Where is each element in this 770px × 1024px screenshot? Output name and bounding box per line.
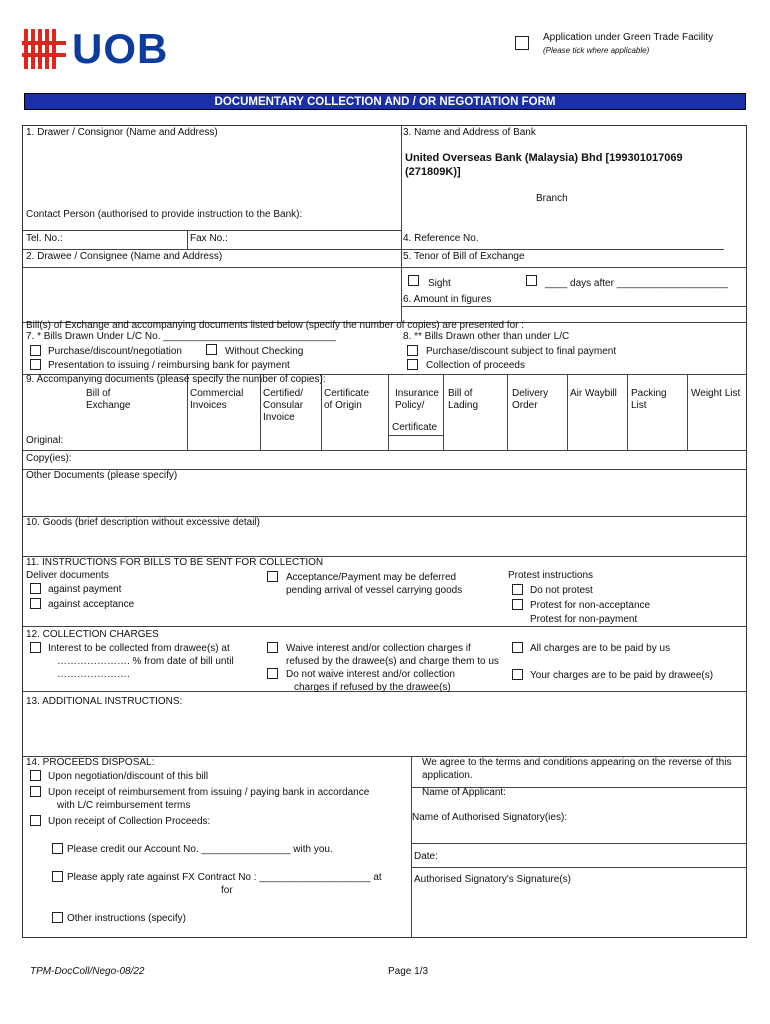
other-docs-label: Other Documents (please specify) [26, 470, 178, 481]
days-after-checkbox[interactable] [526, 275, 537, 286]
presentation-checkbox[interactable] [30, 359, 41, 370]
interest-checkbox[interactable] [30, 642, 41, 653]
copies-label: Copy(ies): [26, 453, 72, 464]
logo-text: UOB [72, 25, 169, 72]
collection-proceeds-checkbox[interactable] [407, 359, 418, 370]
uob-logo-mark [24, 29, 64, 69]
contact-person-label: Contact Person (authorised to provide instruction to the Bank): [26, 209, 303, 220]
all-charges-us-checkbox[interactable] [512, 642, 523, 653]
interest-line1: Interest to be collected from drawee(s) at [48, 643, 230, 654]
no-protest-label: Do not protest [530, 585, 593, 596]
against-payment-label: against payment [48, 584, 122, 595]
bank-name-line2: (271809K)] [405, 166, 461, 178]
drawer-label: 1. Drawer / Consignor (Name and Address) [26, 127, 218, 138]
fax-label: Fax No.: [190, 233, 228, 244]
days-after-label: ____ days after ____________________ [545, 278, 728, 289]
waive-line1: Waive interest and/or collection charges if [286, 643, 471, 654]
collection-proceeds-label: Collection of proceeds [426, 360, 525, 371]
other-lc-label: 8. ** Bills Drawn other than under L/C [403, 331, 570, 342]
form-title: DOCUMENTARY COLLECTION AND / OR NEGOTIATION FORM [24, 93, 746, 110]
signature-label: Authorised Signatory's Signature(s) [414, 874, 571, 885]
no-waive-checkbox[interactable] [267, 668, 278, 679]
doc-col-air-waybill: Air Waybill [570, 388, 617, 399]
purchase-final-label: Purchase/discount subject to final payment [426, 346, 617, 357]
collection-checkbox[interactable] [30, 815, 41, 826]
amount-label: 6. Amount in figures [403, 294, 492, 305]
agree-line2: application. [422, 770, 473, 781]
green-trade-label: Application under Green Trade Facility [543, 32, 714, 43]
doc-col-insurance-certificate: Certificate [392, 422, 438, 433]
doc-col-weight-list: Weight List [691, 388, 741, 399]
doc-col-certificate-origin: Certificate of Origin [324, 388, 370, 411]
reimbursement-line1: Upon receipt of reimbursement from issuing / paying bank in accordance [48, 787, 370, 798]
without-checking-label: Without Checking [225, 346, 304, 357]
uob-logo [24, 25, 169, 72]
no-waive-line1: Do not waive interest and/or collection [286, 669, 455, 680]
deliver-documents-label: Deliver documents [26, 570, 109, 581]
credit-account-checkbox[interactable] [52, 843, 63, 854]
credit-account-label: Please credit our Account No. ________________ with you. [67, 844, 333, 855]
tenor-label: 5. Tenor of Bill of Exchange [403, 251, 525, 262]
interest-line2: …………………. % from date of bill until [57, 656, 234, 667]
green-trade-note: (Please tick where applicable) [543, 46, 650, 55]
doc-col-insurance-policy: Insurance Policy/ [395, 388, 439, 411]
without-checking-checkbox[interactable] [206, 344, 217, 355]
against-payment-checkbox[interactable] [30, 583, 41, 594]
goods-label: 10. Goods (brief description without excessive detail) [26, 517, 261, 528]
sight-checkbox[interactable] [408, 275, 419, 286]
reference-label: 4. Reference No. [403, 233, 479, 244]
waive-line2: refused by the drawee(s) and charge them to us [286, 656, 499, 667]
no-protest-checkbox[interactable] [512, 584, 523, 595]
presentation-label: Presentation to issuing / reimbursing bank for payment [48, 360, 290, 371]
drawee-label: 2. Drawee / Consignee (Name and Address) [26, 251, 223, 262]
doc-col-delivery-order: Delivery Order [512, 388, 549, 411]
doc-col-bill-exchange: Bill of Exchange [86, 388, 131, 411]
doc-col-packing-list: Packing List [631, 388, 667, 411]
fx-for-label: for [221, 885, 233, 896]
green-trade-checkbox[interactable] [515, 36, 529, 50]
docs-heading: 9. Accompanying documents (please specify the number of copies): [26, 374, 326, 385]
doc-col-bill-lading: Bill of Lading [448, 388, 479, 411]
sec12-heading: 12. COLLECTION CHARGES [26, 629, 159, 640]
branch-label: Branch [536, 193, 568, 204]
protest-non-acceptance-label: Protest for non-acceptance [530, 600, 651, 611]
against-acceptance-checkbox[interactable] [30, 598, 41, 609]
bills-intro: Bill(s) of Exchange and accompanying documents listed below (specify the number of copies) are presented for : [26, 320, 525, 331]
all-charges-us-label: All charges are to be paid by us [530, 643, 671, 654]
interest-line3: …………………. [57, 669, 130, 680]
signatory-name-label: Name of Authorised Signatory(ies): [412, 812, 568, 823]
agree-line1: We agree to the terms and conditions appearing on the reverse of this [422, 757, 732, 768]
original-label: Original: [26, 435, 64, 446]
sec11-heading: 11. INSTRUCTIONS FOR BILLS TO BE SENT FOR COLLECTION [26, 557, 324, 568]
protest-non-acceptance-checkbox[interactable] [512, 599, 523, 610]
protest-heading: Protest instructions [508, 570, 594, 581]
form-code: TPM-DocColl/Nego-08/22 [30, 966, 145, 977]
page-number: Page 1/3 [388, 966, 429, 977]
other-instructions-label: Other instructions (specify) [67, 913, 186, 924]
bank-name-line1: United Overseas Bank (Malaysia) Bhd [199301017069 [405, 152, 683, 164]
date-label: Date: [414, 851, 438, 862]
doc-col-commercial-invoices: Commercial Invoices [190, 388, 244, 411]
charges-drawee-label: Your charges are to be paid by drawee(s) [530, 670, 714, 681]
additional-instructions-label: 13. ADDITIONAL INSTRUCTIONS: [26, 696, 183, 707]
lc-label: 7. * Bills Drawn Under L/C No. _______________________________ [26, 331, 336, 342]
deferred-label-2: pending arrival of vessel carrying goods [286, 585, 463, 596]
no-waive-line2: charges if refused by the drawee(s) [294, 682, 451, 693]
deferred-label-1: Acceptance/Payment may be deferred [286, 572, 457, 583]
purchase-checkbox[interactable] [30, 345, 41, 356]
tel-label: Tel. No.: [26, 233, 63, 244]
reimbursement-line2: with L/C reimbursement terms [57, 800, 191, 811]
fx-rate-checkbox[interactable] [52, 871, 63, 882]
purchase-label: Purchase/discount/negotiation [48, 346, 182, 357]
doc-col-consular-invoice: Certified/ Consular Invoice [263, 388, 304, 423]
against-acceptance-label: against acceptance [48, 599, 135, 610]
fx-rate-label: Please apply rate against FX Contract No : ____________________ at [67, 872, 382, 883]
purchase-final-checkbox[interactable] [407, 345, 418, 356]
negotiation-label: Upon negotiation/discount of this bill [48, 771, 209, 782]
reimbursement-checkbox[interactable] [30, 786, 41, 797]
protest-non-payment-label: Protest for non-payment [530, 614, 638, 625]
other-instructions-checkbox[interactable] [52, 912, 63, 923]
sec14-heading: 14. PROCEEDS DISPOSAL: [26, 757, 155, 768]
charges-drawee-checkbox[interactable] [512, 669, 523, 680]
negotiation-checkbox[interactable] [30, 770, 41, 781]
collection-label: Upon receipt of Collection Proceeds: [48, 816, 211, 827]
applicant-label: Name of Applicant: [422, 787, 506, 798]
sight-label: Sight [428, 278, 451, 289]
bank-label: 3. Name and Address of Bank [403, 127, 536, 138]
waive-checkbox[interactable] [267, 642, 278, 653]
deferred-checkbox[interactable] [267, 571, 278, 582]
